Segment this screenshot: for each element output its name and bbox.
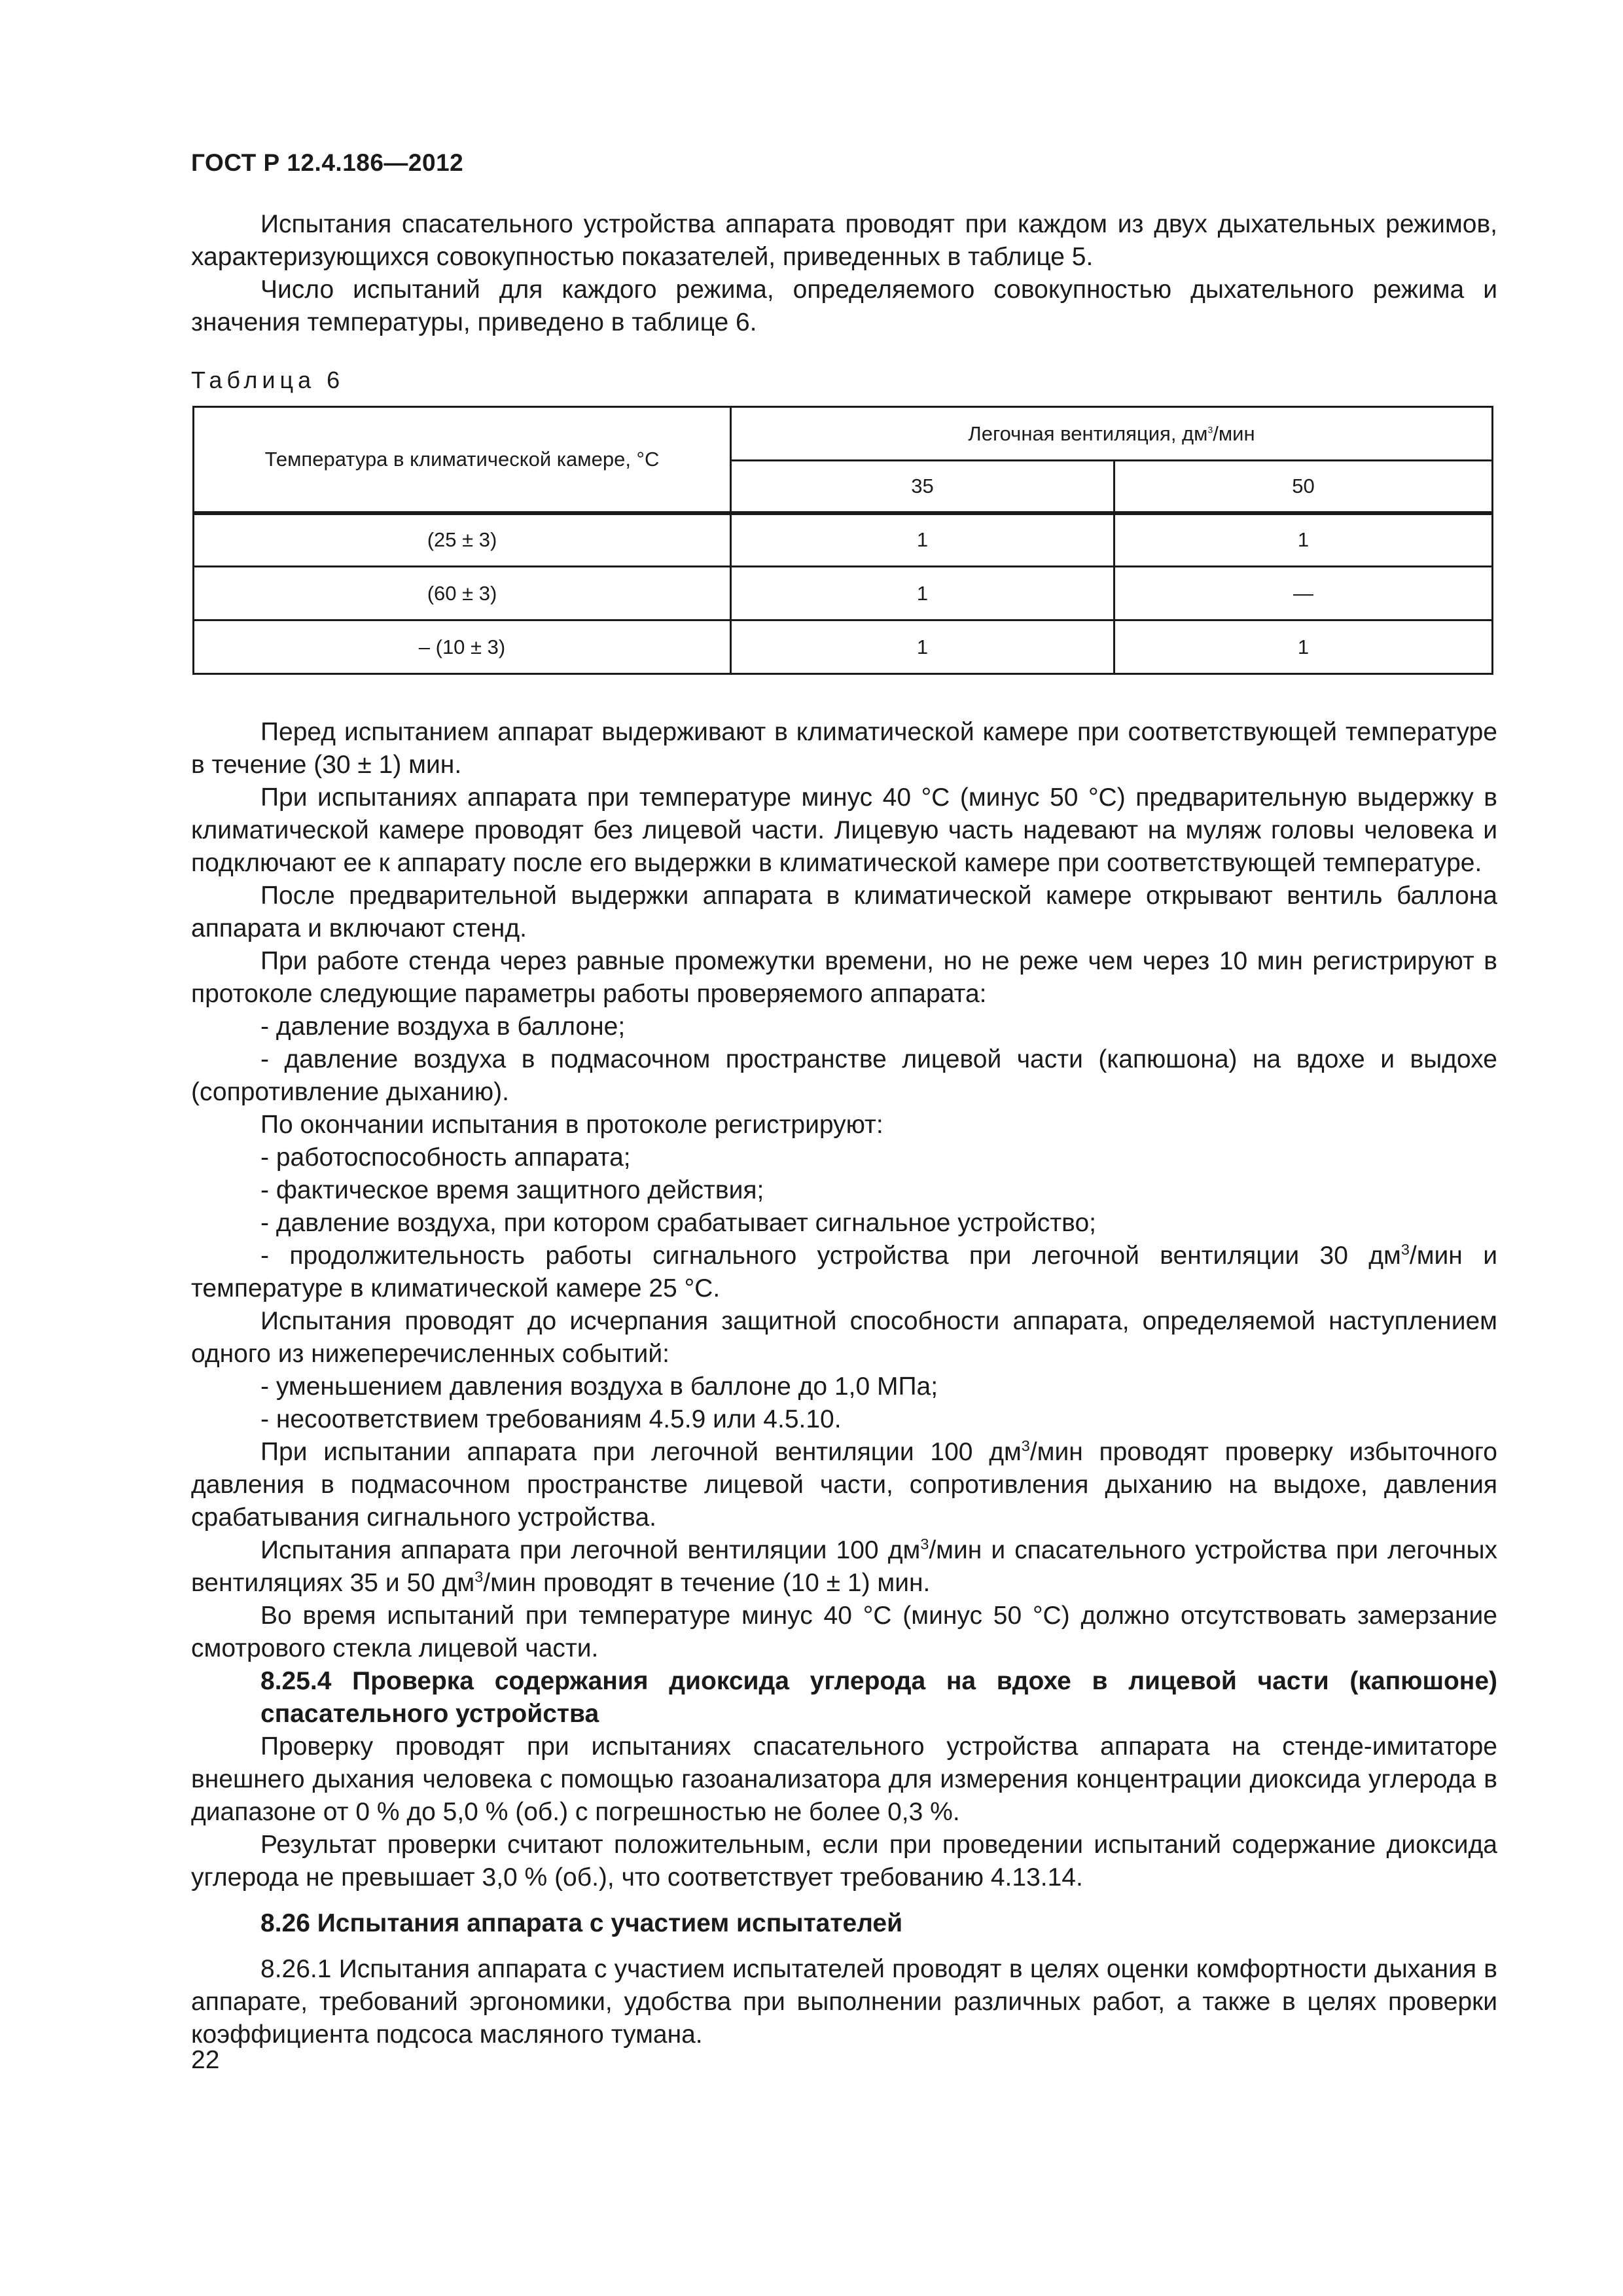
table-row bbox=[194, 513, 1493, 567]
paragraph-8-26-1: 8.26.1 Испытания аппарата с участием испытателей проводят в целях оценки комфортности дыхания в аппарате, требований эргономики, удобства при выполнении различных работ, а также в целях проверки коэффициента подсоса масляного тумана. bbox=[191, 1955, 1497, 2049]
paragraph-after-exposure: После предварительной выдержки аппарата в климатической камере открывают вентиль баллона аппарата и включают стенд. bbox=[191, 882, 1497, 942]
intro-section bbox=[191, 208, 1497, 339]
table-cell-35: 1 bbox=[731, 620, 1115, 674]
table-subheader-35: 35 bbox=[731, 461, 1115, 513]
list-item: - уменьшением давления воздуха в баллоне до 1,0 МПа; bbox=[260, 1372, 938, 1401]
table-cell-50: 1 bbox=[1115, 513, 1493, 567]
table-cell-temp: (60 ± 3) bbox=[194, 567, 731, 620]
table-row bbox=[194, 620, 1493, 674]
paragraph-test-end: По окончании испытания в протоколе регистрируют: bbox=[260, 1111, 883, 1139]
section-heading-8-26: 8.26 Испытания аппарата с участием испытателей bbox=[260, 1909, 903, 1937]
table-row bbox=[194, 567, 1493, 620]
list-item: - давление воздуха в баллоне; bbox=[260, 1013, 626, 1041]
list-item: - фактическое время защитного действия; bbox=[260, 1176, 764, 1204]
list-item: - давление воздуха, при котором срабатывает сигнальное устройство; bbox=[260, 1209, 1096, 1237]
table-cell-50: — bbox=[1115, 567, 1493, 620]
section-heading-8-25-4: 8.25.4 Проверка содержания диоксида углерода на вдохе в лицевой части (капюшоне) спасательного устройства bbox=[260, 1667, 1497, 1728]
list-item: - несоответствием требованиям 4.5.9 или 4.5.10. bbox=[260, 1405, 842, 1433]
paragraph-minus-40: При испытаниях аппарата при температуре минус 40 °С (минус 50 °С) предварительную выдержку в климатической камере проводят без лицевой части. Лицевую часть надевают на муляж головы человека и подключают ее к аппарату после его выдержки в климатической камере при соответствующей температуре. bbox=[191, 783, 1497, 877]
table-cell-35: 1 bbox=[731, 567, 1115, 620]
body-text bbox=[191, 716, 1497, 2051]
page-number: 22 bbox=[191, 2046, 220, 2074]
table-cell-35: 1 bbox=[731, 513, 1115, 567]
intro-paragraph-2: Число испытаний для каждого режима, определяемого совокупностью дыхательного режима и значения температуры, приведено в таблице 6. bbox=[191, 276, 1497, 336]
table-caption: Таблица 6 bbox=[191, 367, 345, 393]
paragraph-before-test: Перед испытанием аппарат выдерживают в климатической камере при соответствующей температуре в течение (30 ± 1) мин. bbox=[191, 718, 1497, 779]
paragraph-check-result: Результат проверки считают положительным, если при проведении испытаний содержание диоксида углерода не превышает 3,0 % (об.), что соответствует требованию 4.13.14. bbox=[191, 1831, 1497, 1892]
paragraph-co2-check: Проверку проводят при испытаниях спасательного устройства аппарата на стенде-имитаторе внешнего дыхания человека с помощью газоанализатора для измерения концентрации диоксида углерода в диапазоне от 0 % до 5,0 % (об.) с погрешностью не более 0,3 %. bbox=[191, 1732, 1497, 1826]
intro-paragraph-1: Испытания спасательного устройства аппарата проводят при каждом из двух дыхательных режимов, характеризующихся совокупностью показателей, приведенных в таблице 5. bbox=[191, 210, 1497, 271]
paragraph-stand-work: При работе стенда через равные промежутки времени, но не реже чем через 10 мин регистрируют в протоколе следующие параметры работы проверяемого аппарата: bbox=[191, 947, 1497, 1008]
list-item: - продолжительность работы сигнального устройства при легочной вентиляции 30 $дм^3$/мин и температуре в климатической камере 25 °С. bbox=[191, 1241, 1497, 1302]
table-header-temperature: Температура в климатической камере, °С bbox=[194, 407, 731, 513]
table-6 bbox=[192, 406, 1493, 675]
paragraph-100-dm3: При испытании аппарата при легочной вентиляции 100 $дм^3$/мин проводят проверку избыточного давления в подмасочном пространстве лицевой части, сопротивления дыханию на выдохе, давления срабатывания сигнального устройства. bbox=[191, 1437, 1497, 1532]
table-cell-temp: (25 ± 3) bbox=[194, 513, 731, 567]
paragraph-until-exhaustion: Испытания проводят до исчерпания защитной способности аппарата, определяемой наступлением одного из нижеперечисленных событий: bbox=[191, 1307, 1497, 1368]
list-item: - давление воздуха в подмасочном пространстве лицевой части (капюшона) на вдохе и выдохе (сопротивление дыханию). bbox=[191, 1045, 1497, 1106]
table-cell-temp: – (10 ± 3) bbox=[194, 620, 731, 674]
table-cell-50: 1 bbox=[1115, 620, 1493, 674]
table-header-ventilation: Легочная вентиляция, $дм^3$/мин bbox=[731, 407, 1493, 461]
paragraph-freezing: Во время испытаний при температуре минус 40 °С (минус 50 °С) должно отсутствовать замерзание смотрового стекла лицевой части. bbox=[191, 1602, 1497, 1662]
paragraph-test-duration: Испытания аппарата при легочной вентиляции 100 $дм^3$/мин и спасательного устройства при легочных вентиляциях 35 и 50 $дм^3$/мин проводят в течение (10 ± 1) мин. bbox=[191, 1535, 1498, 1597]
table-subheader-50: 50 bbox=[1115, 461, 1493, 513]
document-code-header: ГОСТ Р 12.4.186—2012 bbox=[191, 149, 464, 176]
list-item: - работоспособность аппарата; bbox=[260, 1143, 631, 1172]
